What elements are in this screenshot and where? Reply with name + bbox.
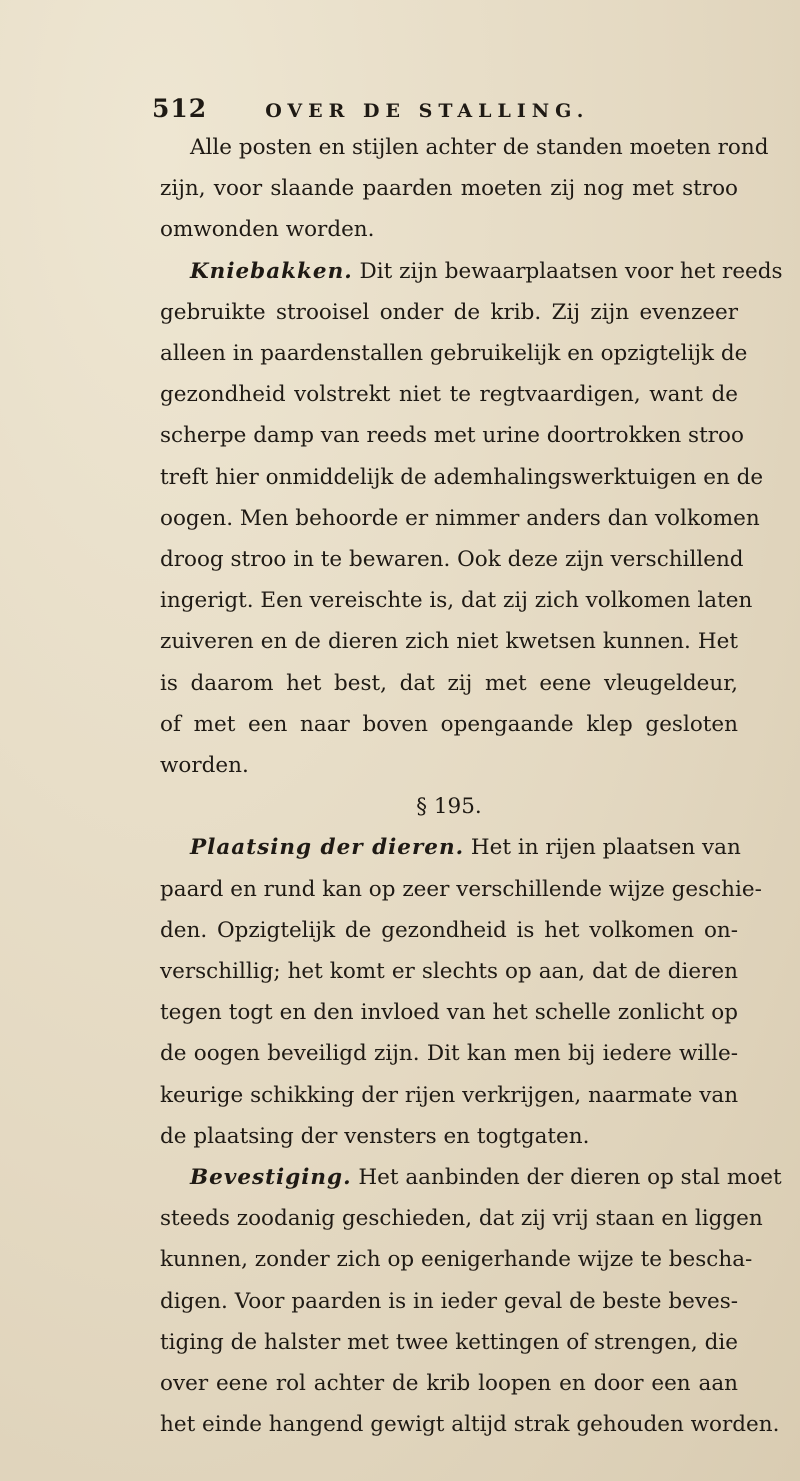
run-in-heading: Plaatsing der dieren. [190,835,465,861]
line-text: de oogen beveiligd zijn. Dit kan men bij iedere wille- [160,1041,738,1067]
line-text: gezondheid volstrekt niet te regtvaardigen, want de [160,382,738,408]
line-text: Alle posten en stijlen achter de standen moeten rond [190,135,769,160]
text-line [160,1239,753,1280]
text-line [160,704,738,745]
text-line [160,1363,738,1404]
text-line [160,580,753,621]
line-text: alleen in paardenstallen gebruikelijk en opzigtelijk de [160,341,748,367]
line-text: of met een naar boven opengaande klep gesloten [160,711,738,737]
line-text: omwonden worden. [160,217,375,243]
line-text: zuiveren en de dieren zich niet kwetsen kunnen. Het [160,629,738,655]
page-header [152,94,672,123]
text-line [160,292,738,333]
text-line [160,457,764,498]
line-text: keurige schikking der rijen verkrijgen, naarmate van [160,1082,739,1108]
line-text: Het in rijen plaatsen van [464,835,741,861]
line-text: is daarom het best, dat zij met eene vleugeldeur, [160,670,738,696]
body-text [160,127,783,1446]
line-text: zijn, voor slaande paarden moeten zij nog met stroo [160,176,738,202]
line-text: ingerigt. Een vereischte is, dat zij zich volkomen laten [160,588,753,614]
text-line [160,910,738,951]
line-text: het einde hangend gewigt altijd strak gehouden worden. [160,1412,780,1438]
text-line [160,869,762,910]
text-line [160,621,738,662]
text-line [160,1033,738,1074]
text-line [160,1157,782,1198]
text-line [160,827,741,868]
line-text: digen. Voor paarden is in ieder geval de beste beves- [160,1288,738,1314]
text-line [160,209,738,250]
line-text: den. Opzigtelijk de gezondheid is het volkomen on- [160,917,738,943]
text-line [160,1404,780,1445]
text-line [160,539,744,580]
text-line [160,1075,738,1116]
line-text: Dit zijn bewaarplaatsen voor het reeds [352,258,783,284]
section-heading [160,786,738,827]
text-line [160,251,783,292]
line-text: gebruikte strooisel onder de krib. Zij zijn evenzeer [160,299,738,325]
text-line [160,1281,738,1322]
line-text: worden. [160,753,249,779]
line-text: oogen. Men behoorde er nimmer anders dan volkomen [160,505,760,531]
text-line [160,374,738,415]
text-line [160,663,738,704]
line-text: scherpe damp van reeds met urine doortrokken stroo [160,423,744,449]
text-line [160,415,744,456]
text-line [160,498,760,539]
text-line [160,992,738,1033]
line-text: de plaatsing der vensters en togtgaten. [160,1123,590,1149]
running-title: OVER DE STALLING. [265,100,590,122]
line-text: steeds zoodanig geschieden, dat zij vrij staan en liggen [160,1206,763,1232]
run-in-heading: Bevestiging. [190,1165,352,1191]
text-line [160,951,738,992]
run-in-heading: Kniebakken. [190,258,353,284]
text-line [160,168,738,209]
line-text: droog stroo in te bewaren. Ook deze zijn verschillend [160,547,744,573]
line-text: tegen togt en den invloed van het schelle zonlicht op [160,1000,738,1026]
page-number: 512 [152,94,208,123]
line-text: verschillig; het komt er slechts op aan, dat de dieren [160,959,738,985]
text-line [160,333,748,374]
text-line [160,1322,738,1363]
line-text: kunnen, zonder zich op eenigerhande wijze te bescha- [160,1247,753,1273]
text-line [160,1116,738,1157]
line-text: § 195. [416,794,482,820]
line-text: tiging de halster met twee kettingen of strengen, die [160,1329,738,1355]
text-line [160,745,738,786]
line-text: paard en rund kan op zeer verschillende wijze geschie- [160,876,762,902]
text-line [160,127,769,168]
line-text: treft hier onmiddelijk de ademhalingswerktuigen en de [160,464,764,490]
text-line [160,1198,763,1239]
line-text: over eene rol achter de krib loopen en door een aan [160,1371,738,1397]
line-text: Het aanbinden der dieren op stal moet [351,1165,782,1191]
